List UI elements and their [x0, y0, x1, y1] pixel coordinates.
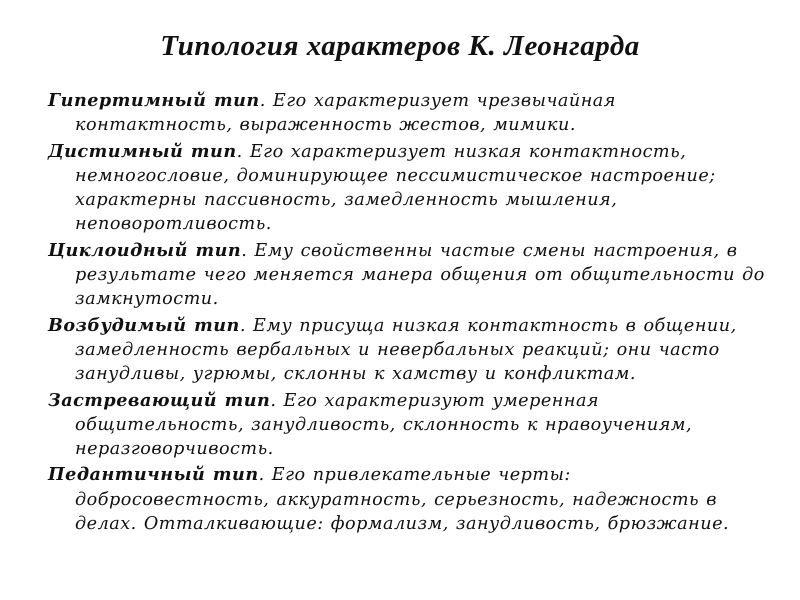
entry-description: Его характеризуют умеренная общительность, занудливость, склонность к нравоучениям, неразговорчивость. — [75, 390, 693, 460]
entry-term: Дистимный тип — [48, 140, 237, 162]
entry-term: Застревающий тип — [48, 389, 271, 411]
entry-description: Его характеризует чрезвычайная контактность, выраженность жестов, мимики. — [75, 91, 616, 136]
entry-cycloid — [48, 239, 768, 312]
entry-separator: . — [258, 465, 272, 486]
entry-excitable — [48, 314, 768, 387]
entry-term: Циклоидный тип — [48, 239, 242, 261]
entry-term: Педантичный тип — [48, 464, 259, 486]
entry-description: Ему присуща низкая контактность в общении, замедленность вербальных и невербальных реакций; они часто занудливы, угрюмы, склонны к хамству и конфликтам. — [75, 315, 737, 385]
typology-list — [48, 89, 768, 538]
entry-separator: . — [236, 141, 250, 162]
entry-dysthymic — [48, 140, 768, 237]
entry-separator: . — [239, 315, 254, 336]
entry-separator: . — [241, 240, 255, 261]
entry-separator: . — [270, 390, 284, 411]
entry-term: Гипертимный тип — [48, 90, 260, 111]
entry-description: Ему свойственны частые смены настроения, в результате чего меняется манера общения от общительности до замкнутости. — [75, 240, 765, 310]
entry-stuck — [48, 389, 768, 462]
entry-description: Его характеризует низкая контактность, немногословие, доминирующее пессимистическое настроение; характерны пассивность, замедленность мышления, неповоротливость. — [75, 141, 716, 235]
entry-hyperthymic — [48, 89, 768, 138]
entry-description: Его привлекательные черты: добросовестность, аккуратность, серьезность, надежность в делах. Отталкивающие: формализм, занудливость, брюзжание. — [75, 465, 730, 535]
slide-title: Типология характеров К. Леонгарда — [160, 30, 640, 62]
entry-separator: . — [259, 91, 273, 111]
entry-pedantic — [48, 463, 768, 536]
entry-term: Возбудимый тип — [48, 314, 240, 336]
